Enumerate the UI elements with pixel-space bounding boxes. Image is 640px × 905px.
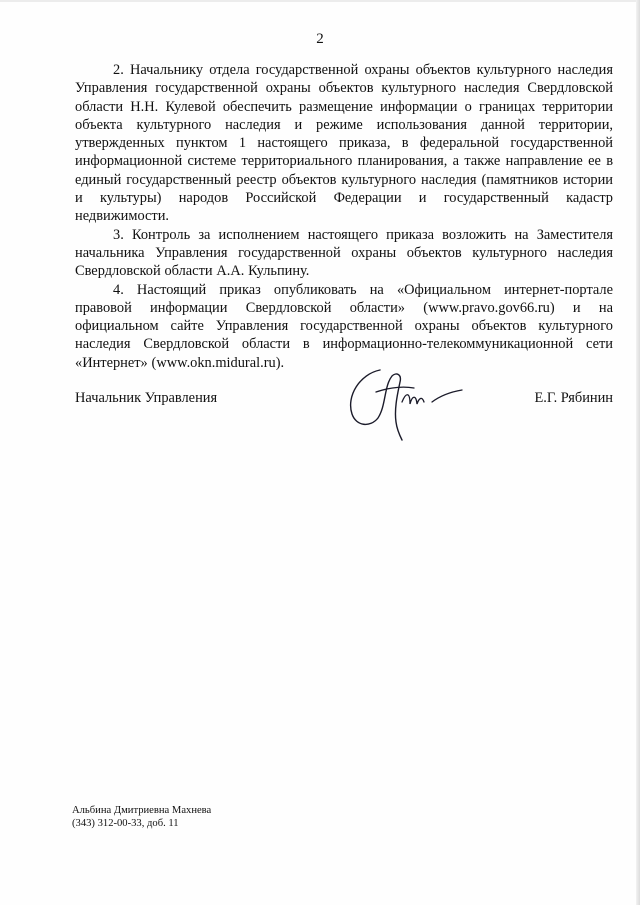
signatory-title: Начальник Управления — [75, 390, 218, 406]
document-body — [75, 61, 613, 372]
paragraph-3: 3. Контроль за исполнением настоящего приказа возложить на Заместителя начальника Управления государственной охраны объектов культурного наследия Свердловской области А.А. Кульпину. — [75, 226, 613, 280]
paragraph-4: 4. Настоящий приказ опубликовать на «Официальном интернет-портале правовой информации Свердловской области» (www.pravo.gov66.ru) и на официальном сайте Управления государственной охраны объектов культурного наследия Свердловской области в информационно-телекоммуникационной сети «Интернет» (www.okn.midural.ru). — [75, 281, 613, 371]
contact-info — [72, 804, 211, 830]
page-number: 2 — [316, 31, 324, 47]
scan-edge-top — [0, 0, 640, 2]
paragraph-2: 2. Начальнику отдела государственной охраны объектов культурного наследия Управления государственной охраны объектов культурного наследия Свердловской области Н.Н. Кулевой обеспечить размещение информации о границах территории объекта культурного наследия и режиме использования данной территории, утвержденных пунктом 1 настоящего приказа, в федеральной государственной информационной системе территориального планирования, а также направление ее в единый государственный реестр объектов культурного наследия (памятников истории и культуры) народов Российской Федерации и государственный кадастр недвижимости. — [75, 62, 613, 225]
handwritten-signature — [340, 362, 470, 442]
signatory-name: Е.Г. Рябинин — [534, 390, 613, 406]
contact-name: Альбина Дмитриевна Махнева — [72, 805, 212, 816]
scan-edge-right — [636, 0, 640, 905]
contact-phone: (343) 312-00-33, доб. 11 — [72, 818, 179, 829]
